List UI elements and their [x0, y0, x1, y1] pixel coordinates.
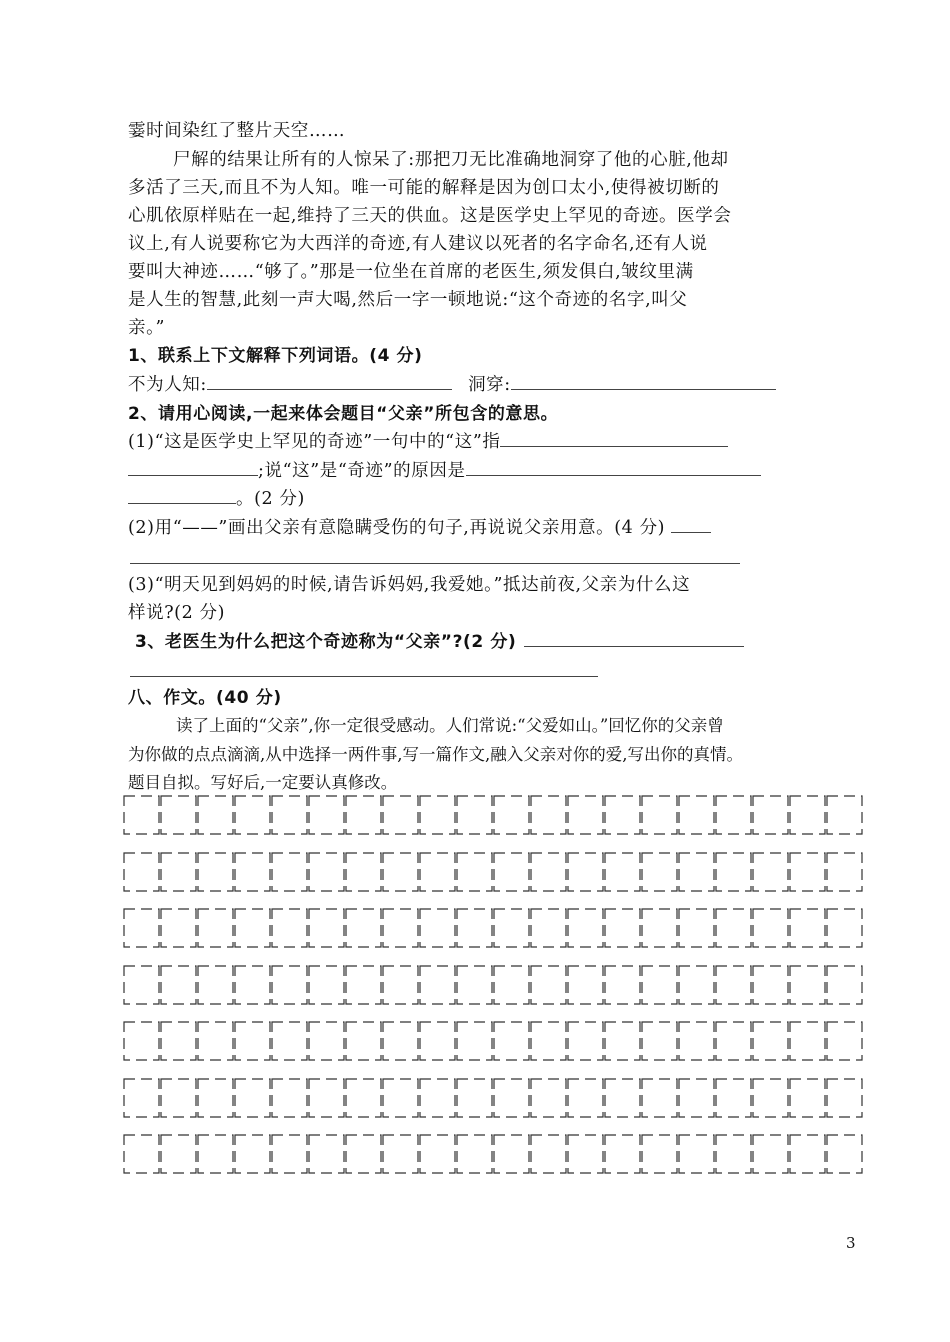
answer-blank[interactable]	[671, 514, 711, 533]
grid-cell[interactable]	[790, 1079, 825, 1117]
grid-cell[interactable]	[827, 1135, 862, 1173]
question-1-terms	[128, 371, 863, 399]
grid-cell[interactable]	[531, 1022, 566, 1060]
grid-cell[interactable]	[235, 1022, 270, 1060]
passage-line: 亲。”	[128, 318, 165, 338]
grid-cell[interactable]	[790, 1022, 825, 1060]
grid-cell[interactable]	[272, 853, 307, 891]
grid-cell[interactable]	[420, 1135, 455, 1173]
grid-cell[interactable]	[716, 1135, 751, 1173]
grid-cell[interactable]	[198, 853, 233, 891]
grid-cell[interactable]	[716, 1022, 751, 1060]
grid-cell[interactable]	[272, 1079, 307, 1117]
grid-cell[interactable]	[420, 1079, 455, 1117]
grid-cell[interactable]	[309, 1135, 344, 1173]
passage-line: 尸解的结果让所有的人惊呆了:那把刀无比准确地洞穿了他的心脏,他却	[173, 150, 729, 170]
grid-cell[interactable]	[309, 1079, 344, 1117]
grid-cell[interactable]	[198, 796, 233, 834]
grid-cell[interactable]	[568, 853, 603, 891]
grid-row-lines	[123, 1021, 863, 1061]
grid-cell[interactable]	[235, 966, 270, 1004]
grid-cell[interactable]	[494, 853, 529, 891]
grid-cell[interactable]	[383, 1135, 418, 1173]
grid-cell[interactable]	[457, 966, 492, 1004]
grid-cell[interactable]	[642, 1135, 677, 1173]
grid-cell[interactable]	[124, 909, 159, 947]
grid-cell[interactable]	[457, 853, 492, 891]
grid-cell[interactable]	[309, 1022, 344, 1060]
question-2-3: (3)“明天见到妈妈的时候,请告诉妈妈,我爱她。”抵达前夜,父亲为什么这	[128, 575, 691, 595]
passage-line: 心肌依原样贴在一起,维持了三天的供血。这是医学史上罕见的奇迹。医学会	[128, 206, 732, 226]
grid-row[interactable]	[123, 852, 863, 892]
grid-cell[interactable]	[235, 853, 270, 891]
grid-row-lines	[123, 795, 863, 835]
grid-cell[interactable]	[346, 1135, 381, 1173]
question-3-text: 3、老医生为什么把这个奇迹称为“父亲”?(2 分)	[135, 632, 517, 652]
grid-cell[interactable]	[531, 1079, 566, 1117]
grid-cell[interactable]	[161, 909, 196, 947]
grid-cell[interactable]	[753, 966, 788, 1004]
grid-cell[interactable]	[161, 1022, 196, 1060]
grid-cell[interactable]	[827, 966, 862, 1004]
term-dong-chuan: 洞穿:	[468, 375, 511, 395]
grid-cell[interactable]	[827, 796, 862, 834]
grid-cell[interactable]	[679, 966, 714, 1004]
grid-cell[interactable]	[642, 966, 677, 1004]
grid-cell[interactable]	[309, 909, 344, 947]
grid-cell[interactable]	[494, 1022, 529, 1060]
grid-cell[interactable]	[753, 1022, 788, 1060]
grid-cell[interactable]	[568, 796, 603, 834]
grid-cell[interactable]	[642, 909, 677, 947]
grid-cell[interactable]	[346, 796, 381, 834]
grid-cell[interactable]	[568, 966, 603, 1004]
grid-cell[interactable]	[457, 796, 492, 834]
passage-line: 是人生的智慧,此刻一声大喝,然后一字一顿地说:“这个奇迹的名字,叫父	[128, 290, 688, 310]
grid-cell[interactable]	[642, 1079, 677, 1117]
grid-cell[interactable]	[605, 1079, 640, 1117]
grid-cell[interactable]	[679, 909, 714, 947]
answer-blank-term2[interactable]	[511, 371, 776, 390]
grid-cell[interactable]	[383, 796, 418, 834]
answer-line[interactable]	[130, 676, 598, 677]
question-1-title: 1、联系上下文解释下列词语。(4 分)	[128, 346, 423, 366]
grid-cell[interactable]	[716, 796, 751, 834]
grid-cell[interactable]	[494, 1079, 529, 1117]
answer-blank[interactable]	[466, 457, 761, 476]
grid-cell[interactable]	[383, 1022, 418, 1060]
grid-row-lines	[123, 1134, 863, 1174]
grid-cell[interactable]	[531, 909, 566, 947]
grid-row[interactable]	[123, 1021, 863, 1061]
answer-line[interactable]	[130, 563, 740, 564]
grid-cell[interactable]	[679, 1079, 714, 1117]
composition-prompt: 为你做的点点滴滴,从中选择一两件事,写一篇作文,融入父亲对你的爱,写出你的真情。	[128, 745, 743, 764]
grid-cell[interactable]	[716, 1079, 751, 1117]
grid-cell[interactable]	[198, 966, 233, 1004]
passage-line: 要叫大神迹……“够了。”那是一位坐在首席的老医生,须发俱白,皱纹里满	[128, 262, 694, 282]
grid-row[interactable]	[123, 1078, 863, 1118]
grid-cell[interactable]	[198, 1022, 233, 1060]
grid-cell[interactable]	[161, 966, 196, 1004]
grid-cell[interactable]	[420, 1022, 455, 1060]
grid-cell[interactable]	[346, 1079, 381, 1117]
grid-row-lines	[123, 852, 863, 892]
grid-row-lines	[123, 908, 863, 948]
page-number: 3	[846, 1234, 856, 1252]
grid-cell[interactable]	[420, 966, 455, 1004]
grid-cell[interactable]	[272, 796, 307, 834]
grid-cell[interactable]	[531, 796, 566, 834]
answer-blank-term1[interactable]	[207, 371, 452, 390]
grid-cell[interactable]	[679, 1135, 714, 1173]
passage-line: 议上,有人说要称它为大西洋的奇迹,有人建议以死者的名字命名,还有人说	[128, 234, 708, 254]
question-2-1	[128, 428, 863, 456]
grid-cell[interactable]	[161, 1079, 196, 1117]
term-bu-wei-ren-zhi: 不为人知:	[128, 375, 207, 395]
grid-cell[interactable]	[420, 909, 455, 947]
grid-cell[interactable]	[568, 1022, 603, 1060]
grid-cell[interactable]	[642, 796, 677, 834]
grid-cell[interactable]	[124, 966, 159, 1004]
grid-cell[interactable]	[124, 1022, 159, 1060]
grid-cell[interactable]	[716, 909, 751, 947]
grid-cell[interactable]	[642, 1022, 677, 1060]
grid-cell[interactable]	[272, 909, 307, 947]
grid-cell[interactable]	[605, 1022, 640, 1060]
grid-cell[interactable]	[827, 1022, 862, 1060]
grid-cell[interactable]	[494, 796, 529, 834]
grid-cell[interactable]	[568, 909, 603, 947]
grid-cell[interactable]	[457, 1022, 492, 1060]
grid-cell[interactable]	[198, 909, 233, 947]
answer-blank[interactable]	[524, 628, 744, 647]
grid-cell[interactable]	[790, 909, 825, 947]
grid-cell[interactable]	[679, 1022, 714, 1060]
grid-cell[interactable]	[642, 853, 677, 891]
passage-line: 霎时间染红了整片天空……	[128, 121, 346, 141]
grid-cell[interactable]	[679, 853, 714, 891]
grid-cell[interactable]	[420, 853, 455, 891]
question-2-title: 2、请用心阅读,一起来体会题目“父亲”所包含的意思。	[128, 404, 559, 424]
grid-cell[interactable]	[309, 966, 344, 1004]
grid-row[interactable]	[123, 795, 863, 835]
composition-prompt: 题目自拟。写好后,一定要认真修改。	[128, 773, 398, 792]
grid-cell[interactable]	[235, 796, 270, 834]
grid-row-lines	[123, 965, 863, 1005]
grid-cell[interactable]	[124, 853, 159, 891]
question-2-1-score: 。(2 分)	[236, 489, 305, 509]
grid-cell[interactable]	[827, 853, 862, 891]
grid-cell[interactable]	[383, 853, 418, 891]
grid-cell[interactable]	[161, 1135, 196, 1173]
grid-cell[interactable]	[494, 966, 529, 1004]
grid-cell[interactable]	[753, 1135, 788, 1173]
grid-cell[interactable]	[790, 853, 825, 891]
grid-cell[interactable]	[679, 796, 714, 834]
question-2-3-cont: 样说?(2 分)	[128, 603, 226, 623]
grid-cell[interactable]	[161, 796, 196, 834]
grid-cell[interactable]	[235, 909, 270, 947]
grid-cell[interactable]	[753, 796, 788, 834]
question-2-1-text: (1)“这是医学史上罕见的奇迹”一句中的“这”指	[128, 432, 501, 452]
grid-cell[interactable]	[346, 1022, 381, 1060]
question-2-2-text: (2)用“——”画出父亲有意隐瞒受伤的句子,再说说父亲用意。(4 分)	[128, 518, 666, 538]
grid-cell[interactable]	[124, 796, 159, 834]
grid-cell[interactable]	[494, 1135, 529, 1173]
grid-row[interactable]	[123, 908, 863, 948]
grid-cell[interactable]	[790, 796, 825, 834]
grid-cell[interactable]	[420, 796, 455, 834]
composition-prompt: 读了上面的“父亲”,你一定很受感动。人们常说:“父爱如山。”回忆你的父亲曾	[176, 716, 724, 735]
grid-cell[interactable]	[790, 1135, 825, 1173]
question-2-1-cont	[128, 457, 863, 485]
grid-cell[interactable]	[457, 909, 492, 947]
question-3	[135, 628, 870, 656]
question-2-1-end	[128, 485, 863, 513]
grid-cell[interactable]	[235, 1079, 270, 1117]
grid-cell[interactable]	[716, 966, 751, 1004]
grid-cell[interactable]	[346, 966, 381, 1004]
grid-cell[interactable]	[124, 1135, 159, 1173]
grid-cell[interactable]	[383, 966, 418, 1004]
grid-cell[interactable]	[272, 1135, 307, 1173]
grid-cell[interactable]	[494, 909, 529, 947]
composition-title: 八、作文。(40 分)	[128, 688, 282, 708]
grid-cell[interactable]	[272, 1022, 307, 1060]
grid-cell[interactable]	[346, 909, 381, 947]
grid-cell[interactable]	[605, 1135, 640, 1173]
answer-blank[interactable]	[128, 457, 258, 476]
grid-cell[interactable]	[753, 909, 788, 947]
grid-cell[interactable]	[383, 909, 418, 947]
grid-cell[interactable]	[531, 853, 566, 891]
question-2-2	[128, 514, 863, 542]
grid-cell[interactable]	[161, 853, 196, 891]
grid-cell[interactable]	[346, 853, 381, 891]
grid-cell[interactable]	[198, 1079, 233, 1117]
grid-cell[interactable]	[272, 966, 307, 1004]
grid-cell[interactable]	[124, 1079, 159, 1117]
grid-cell[interactable]	[716, 853, 751, 891]
grid-cell[interactable]	[531, 1135, 566, 1173]
grid-cell[interactable]	[568, 1079, 603, 1117]
grid-cell[interactable]	[605, 966, 640, 1004]
grid-cell[interactable]	[309, 796, 344, 834]
grid-cell[interactable]	[309, 853, 344, 891]
grid-cell[interactable]	[827, 1079, 862, 1117]
grid-cell[interactable]	[753, 853, 788, 891]
grid-cell[interactable]	[383, 1079, 418, 1117]
grid-cell[interactable]	[235, 1135, 270, 1173]
answer-blank[interactable]	[128, 485, 236, 504]
grid-row[interactable]	[123, 1134, 863, 1174]
grid-cell[interactable]	[198, 1135, 233, 1173]
grid-cell[interactable]	[827, 909, 862, 947]
grid-cell[interactable]	[605, 796, 640, 834]
passage-line: 多活了三天,而且不为人知。唯一可能的解释是因为创口太小,使得被切断的	[128, 178, 720, 198]
grid-cell[interactable]	[605, 909, 640, 947]
grid-cell[interactable]	[457, 1079, 492, 1117]
grid-cell[interactable]	[790, 966, 825, 1004]
grid-row[interactable]	[123, 965, 863, 1005]
grid-cell[interactable]	[457, 1135, 492, 1173]
grid-cell[interactable]	[568, 1135, 603, 1173]
answer-blank[interactable]	[500, 428, 728, 447]
question-2-1-reason: ;说“这”是“奇迹”的原因是	[258, 461, 466, 481]
grid-cell[interactable]	[531, 966, 566, 1004]
grid-cell[interactable]	[753, 1079, 788, 1117]
grid-row-lines	[123, 1078, 863, 1118]
grid-cell[interactable]	[605, 853, 640, 891]
